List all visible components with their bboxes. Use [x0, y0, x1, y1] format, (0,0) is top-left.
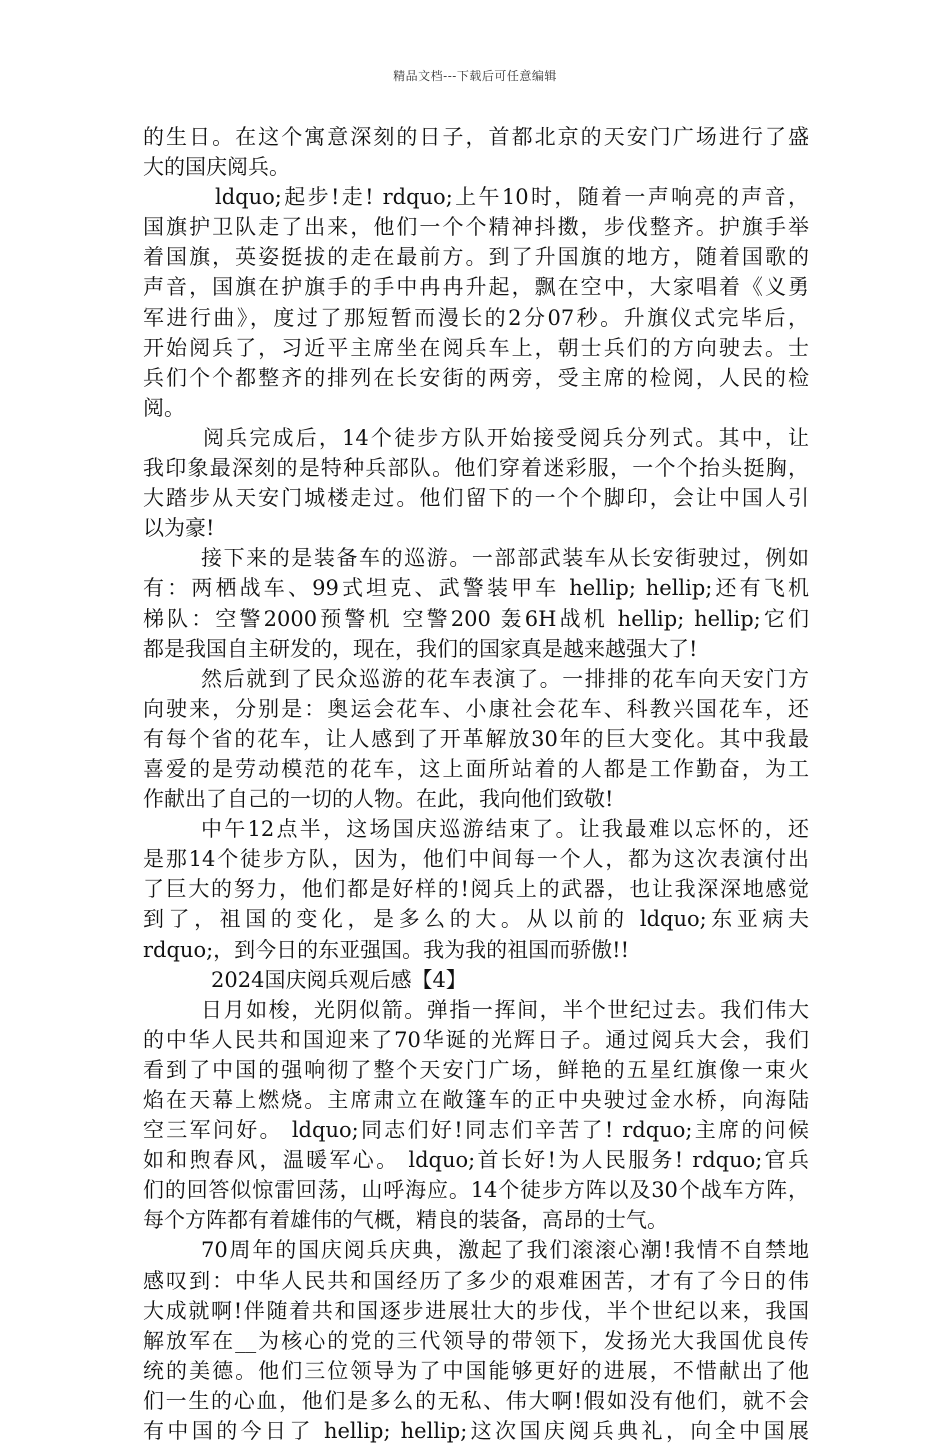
text-line: 以为豪!	[143, 516, 215, 541]
text-line: 每个方阵都有着雄伟的气概，精良的装备，高昂的士气。	[143, 1208, 668, 1233]
text-line: 向驶来，分别是：奥运会花车、小康社会花车、科教兴国花车，还	[143, 696, 809, 721]
text-line: 有每个省的花车，让人感到了开革解放30年的巨大变化。其中我最	[143, 726, 809, 751]
text-line: 然后就到了民众巡游的花车表演了。一排排的花车向天安门方	[201, 666, 809, 691]
text-line: 阅兵完成后，14个徒步方队开始接受阅兵分列式。其中，让	[203, 425, 809, 450]
text-line: 中午12点半，这场国庆巡游结束了。让我最难以忘怀的，还	[201, 817, 809, 842]
text-line: 的中华人民共和国迎来了70华诞的光辉日子。通过阅兵大会，我们	[143, 1027, 809, 1052]
text-line: 焰在天幕上燃烧。主席肃立在敞篷车的正中央驶过金水桥，向海陆	[143, 1088, 809, 1112]
text-line: 大踏步从天安门城楼走过。他们留下的一个个脚印，会让中国人引	[143, 486, 809, 511]
text-line: 大的国庆阅兵。	[143, 155, 290, 180]
text-line: 看到了中国的强响彻了整个天安门广场，鲜艳的五星红旗像一束火	[143, 1057, 809, 1082]
text-line: 解放军在__为核心的党的三代领导的带领下，发扬光大我国优良传	[143, 1328, 809, 1353]
text-line: 国旗护卫队走了出来，他们一个个精神抖擞，步伐整齐。护旗手举	[143, 215, 809, 240]
text-line: 阅。	[143, 395, 185, 420]
text-line: 声音，国旗在护旗手的手中冉冉升起，飘在空中，大家唱着《义勇	[143, 275, 809, 300]
text-line: 大成就啊!伴随着共和国逐步进展壮大的步伐，半个世纪以来，我国	[143, 1298, 809, 1323]
text-line: 军进行曲》，度过了那短暂而漫长的2分07秒。升旗仪式完毕后，	[143, 305, 809, 330]
text-line: 是那14个徒步方队，因为，他们中间每一个人，都为这次表演付出	[143, 847, 809, 872]
text-line: 喜爱的是劳动模范的花车，这上面所站着的人都是工作勤奋，为工	[143, 756, 809, 781]
text-line: 70周年的国庆阅兵庆典，激起了我们滚滚心潮!我情不自禁地	[201, 1238, 809, 1263]
text-line: 我印象最深刻的是特种兵部队。他们穿着迷彩服，一个个抬头挺胸，	[143, 456, 809, 481]
text-line: 感叹到：中华人民共和国经历了多少的艰难困苦，才有了今日的伟	[143, 1268, 809, 1293]
text-line: 作献出了自己的一切的人物。在此，我向他们致敬!	[143, 787, 614, 812]
text-line: 兵们个个都整齐的排列在长安街的两旁，受主席的检阅，人民的检	[143, 365, 809, 390]
text-line: rdquo;，到今日的东亚强国。我为我的祖国而骄傲!!	[143, 937, 630, 962]
text-line: 们的回答似惊雷回荡，山呼海应。14个徒步方阵以及30个战车方阵，	[143, 1178, 809, 1203]
text-line: 们一生的心血，他们是多么的无私、伟大啊!假如没有他们，就不会	[143, 1388, 809, 1413]
text-line: ldquo;起步!走! rdquo;上午10时，随着一声响亮的声音，	[215, 185, 809, 210]
text-line: 日月如梭，光阴似箭。弹指一挥间，半个世纪过去。我们伟大	[201, 997, 809, 1022]
text-line: 都是我国自主研发的，现在，我们的国家真是越来越强大了!	[143, 636, 698, 661]
text-line: 空三军问好。 ldquo;同志们好!同志们辛苦了! rdquo;主席的问候	[143, 1118, 809, 1143]
text-line: 接下来的是装备车的巡游。一部部武装车从长安街驶过，例如	[201, 546, 809, 571]
text-line: 的生日。在这个寓意深刻的日子，首都北京的天安门广场进行了盛	[143, 125, 809, 149]
text-line: 有中国的今日了 hellip; hellip;这次国庆阅兵典礼，向全中国展	[143, 1419, 809, 1444]
text-line: 着国旗，英姿挺拔的走在最前方。到了升国旗的地方，随着国歌的	[143, 245, 809, 270]
text-line: 到了，祖国的变化，是多么的大。从以前的 ldquo;东亚病夫	[143, 907, 809, 932]
text-line: 统的美德。他们三位领导为了中国能够更好的进展，不惜献出了他	[143, 1358, 809, 1383]
text-line: 梯队：空警2000预警机 空警200 轰6H战机 hellip; hellip;它们	[143, 606, 809, 631]
page-header: 精品文档---下载后可任意编辑	[393, 69, 557, 83]
text-line: 开始阅兵了，习近平主席坐在阅兵车上，朝士兵们的方向驶去。士	[143, 335, 809, 360]
text-line: 有：两栖战车、99式坦克、武警装甲车 hellip; hellip;还有飞机	[143, 576, 809, 601]
section-heading: 2024国庆阅兵观后感【4】	[211, 967, 467, 992]
text-line: 如和煦春风，温暖军心。 ldquo;首长好!为人民服务! rdquo;官兵	[143, 1148, 809, 1173]
text-line: 了巨大的努力，他们都是好样的!阅兵上的武器，也让我深深地感觉	[143, 877, 809, 902]
document-body	[143, 122, 809, 1446]
